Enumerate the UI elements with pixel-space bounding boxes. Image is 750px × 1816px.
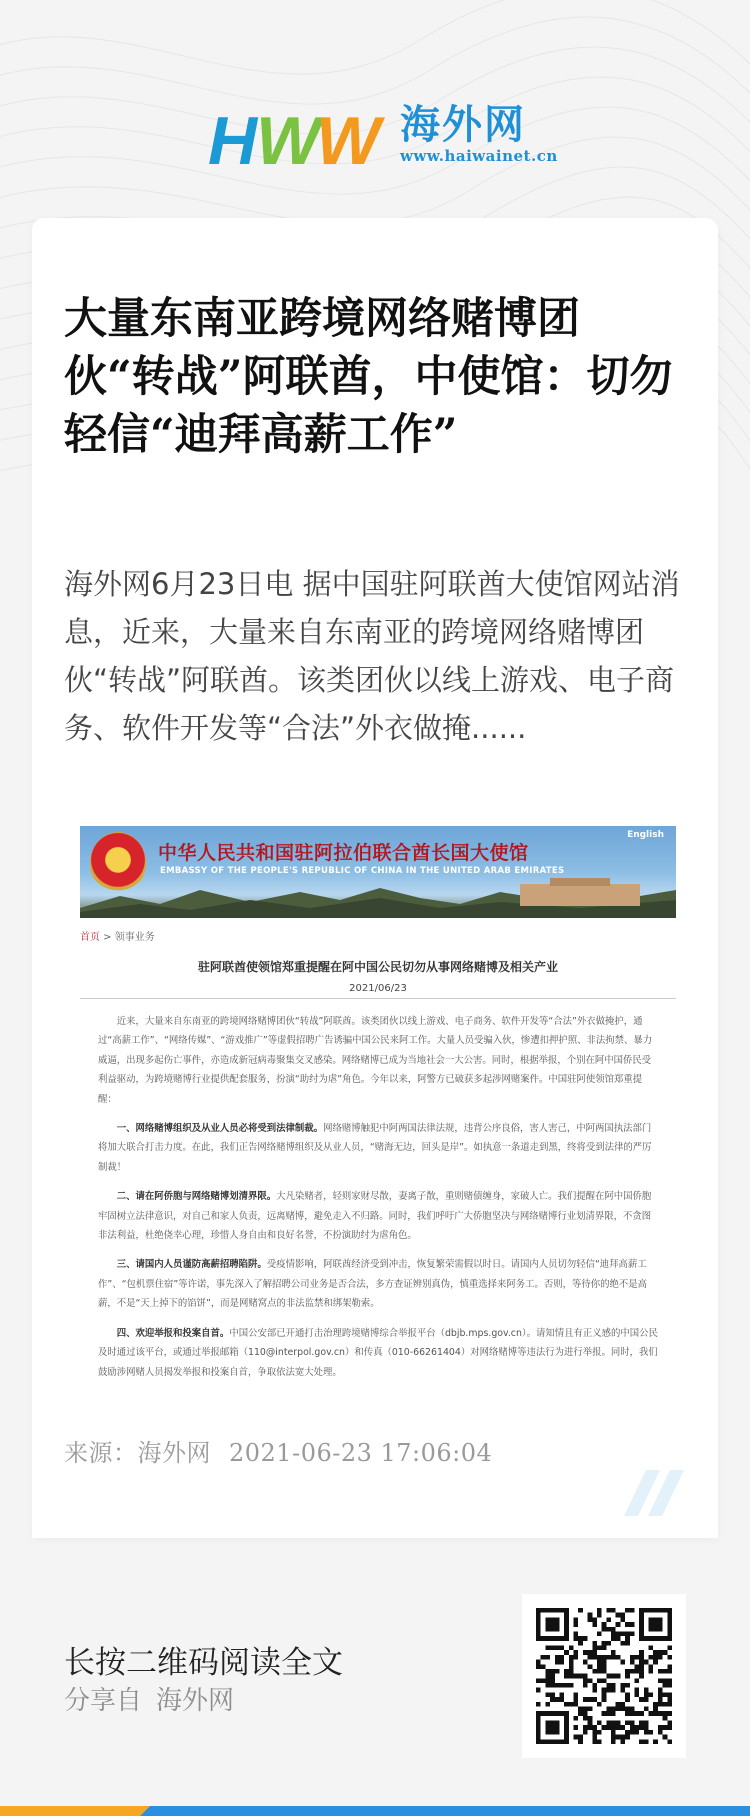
logo-name-cn: 海外网: [400, 101, 526, 148]
breadcrumb-home: 首页: [80, 932, 100, 943]
share-site: 海外网: [156, 1686, 235, 1716]
embassy-banner: [80, 826, 676, 918]
notice-date: 2021/06/23: [349, 983, 407, 994]
logo-letter-w1: W: [256, 106, 321, 166]
notice-title: 驻阿联酋使领馆郑重提醒在阿中国公民切勿从事网络赌博及相关产业: [197, 960, 558, 974]
notice-paragraph: 二、请在阿侨胞与网络赌博划清界限。大凡染赌者，轻则家财尽散，妻离子散，重则赌债缠身，家破人亡。我们提醒在阿中国侨胞牢固树立法律意识，对自己和家人负责，远离赌博，避免走入不归路。同时，我们呼吁广大侨胞坚决与网络赌博行业划清界限，不贪图非法利益，杜绝侥幸心理，珍惜人身自由和良好名誉，不扮演助纣为虐角色。: [98, 1191, 652, 1242]
notice-paragraph: 四、欢迎举报和投案自首。中国公安部已开通打击治理跨境赌博综合举报平台（dbjb.mps.gov.cn）。请知情且有正义感的中国公民及时通过该平台，或通过举报邮箱（110@interpol.gov.cn）和传真（010-66261404）对网络赌博等违法行为进行举报。同时，我们鼓励涉网赌人员揭发举报和投案自首，争取依法宽大处理。: [98, 1327, 658, 1378]
article-summary: 海外网6月23日电 据中国驻阿联酋大使馆网站消息，近来，大量来自东南亚的跨境网络赌博团伙“转战”阿联酋。该类团伙以线上游戏、电子商务、软件开发等“合法”外衣做掩......: [64, 567, 680, 745]
logo-url: www.haiwainet.cn: [400, 147, 558, 165]
qr-modules: [536, 1608, 672, 1744]
breadcrumb-separator: >: [100, 932, 115, 943]
embedded-embassy-page: [80, 826, 676, 1392]
embassy-name-cn: 中华人民共和国驻阿拉伯联合酋长国大使馆: [158, 842, 529, 864]
read-full-prompt: 长按二维码阅读全文: [64, 1645, 343, 1681]
article-source: [64, 1433, 492, 1468]
breadcrumb: [80, 928, 155, 943]
quote-mark-icon: [624, 1470, 684, 1516]
embassy-name-en: EMBASSY OF THE PEOPLE'S REPUBLIC OF CHINA IN THE UNITED ARAB EMIRATES: [160, 866, 565, 876]
logo-letter-w2: W: [316, 106, 381, 166]
hww-logo-mark: [208, 102, 386, 166]
notice-paragraph: 一、网络赌博组织及从业人员必将受到法律制裁。网络赌博触犯中阿两国法律法规，违背公序良俗，害人害己，中阿两国执法部门将加大联合打击力度。在此，我们正告网络赌博组织及从业人员，“赌海无边，回头是岸”。如执意一条道走到黑，终将受到法律的严厉制裁！: [98, 1123, 652, 1173]
bottom-color-bar: [0, 1806, 750, 1816]
qr-code-icon: [536, 1608, 672, 1744]
qr-code[interactable]: [522, 1594, 686, 1758]
share-prefix: 分享自: [64, 1686, 143, 1716]
source-datetime: 2021-06-23 17:06:04: [229, 1439, 493, 1467]
great-wall-image: [80, 878, 676, 918]
breadcrumb-section: 领事业务: [114, 932, 155, 943]
notice-paragraph: 三、请国内人员谨防高薪招聘陷阱。受疫情影响，阿联酋经济受到冲击，恢复繁荣需假以时日。请国内人员切勿轻信“迪拜高薪工作”、“包机票住宿”等许诺，事先深入了解招聘公司业务是否合法，多方查证辨别真伪，慎重选择来阿务工。否则，等待你的绝不是高薪，不是“天上掉下的馅饼”，而是网赌窝点的非法监禁和绑架勒索。: [98, 1259, 647, 1310]
hww-letters: [208, 106, 386, 166]
source-label: 来源：海外网: [64, 1439, 211, 1467]
english-link: English: [627, 830, 664, 840]
logo-letter-h: H: [208, 106, 258, 166]
notice-paragraph: 近来，大量来自东南亚的跨境网络赌博团伙“转战”阿联酋。该类团伙以线上游戏、电子商务、软件开发等“合法”外衣做掩护，通过“高薪工作”、“网络传媒”、“游戏推广”等虚假招聘广告诱骗中国公民来阿工作。大量人员受骗入伙，惨遭扣押护照、非法拘禁、暴力威逼，出现多起伤亡事件，亦造成新冠病毒聚集交叉感染。网络赌博已成为当地社会一大公害。同时，根据举报，个别在阿中国侨民受利益驱动，为跨境赌博行业提供配套服务，扮演“助纣为虐”角色。今年以来，阿警方已破获多起涉网赌案件。中国驻阿使领馆郑重提醒：: [98, 1016, 653, 1105]
notice-body: [98, 1012, 658, 1392]
share-source: [64, 1680, 234, 1717]
haiwainet-logo[interactable]: [208, 98, 558, 170]
article-title: 大量东南亚跨境网络赌博团伙“转战”阿联酋，中使馆：切勿轻信“迪拜高薪工作”: [64, 294, 673, 460]
notice-divider: [80, 998, 676, 999]
